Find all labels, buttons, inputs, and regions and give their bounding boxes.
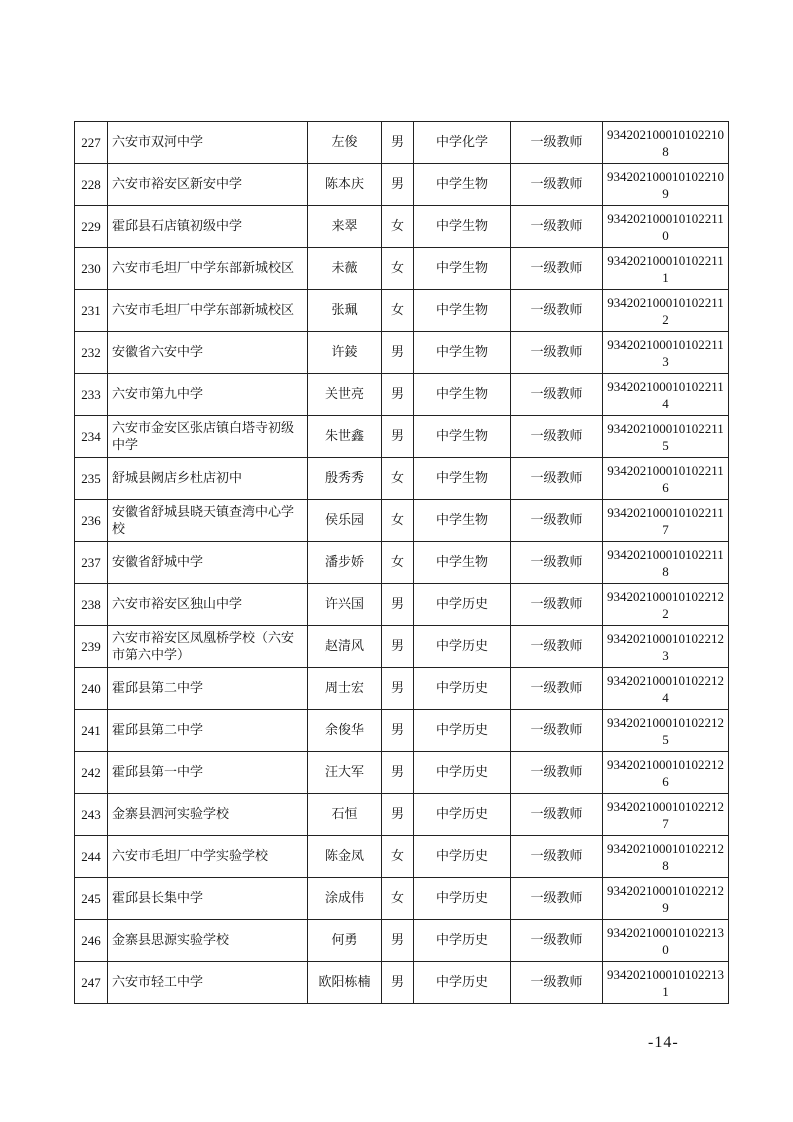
teacher-name-cell: 石恒 bbox=[308, 794, 382, 836]
subject-cell: 中学历史 bbox=[414, 710, 511, 752]
subject-cell: 中学生物 bbox=[414, 458, 511, 500]
school-name-cell: 六安市轻工中学 bbox=[108, 962, 308, 1004]
row-number-cell: 227 bbox=[75, 122, 108, 164]
table-row bbox=[75, 206, 729, 248]
professional-title-cell: 一级教师 bbox=[511, 122, 603, 164]
teacher-name-cell: 关世亮 bbox=[308, 374, 382, 416]
row-number-cell: 232 bbox=[75, 332, 108, 374]
school-name-cell: 六安市金安区张店镇白塔寺初级中学 bbox=[108, 416, 308, 458]
table-row bbox=[75, 878, 729, 920]
table-row bbox=[75, 416, 729, 458]
school-name-cell: 六安市双河中学 bbox=[108, 122, 308, 164]
subject-cell: 中学生物 bbox=[414, 332, 511, 374]
professional-title-cell: 一级教师 bbox=[511, 794, 603, 836]
table-row bbox=[75, 920, 729, 962]
row-number-cell: 233 bbox=[75, 374, 108, 416]
teacher-name-cell: 张珮 bbox=[308, 290, 382, 332]
table-row bbox=[75, 122, 729, 164]
professional-title-cell: 一级教师 bbox=[511, 206, 603, 248]
certificate-number-cell: 9342021000101022125 bbox=[603, 710, 729, 752]
gender-cell: 女 bbox=[382, 500, 414, 542]
gender-cell: 男 bbox=[382, 626, 414, 668]
school-name-cell: 六安市毛坦厂中学东部新城校区 bbox=[108, 290, 308, 332]
subject-cell: 中学化学 bbox=[414, 122, 511, 164]
certificate-number-cell: 9342021000101022115 bbox=[603, 416, 729, 458]
teacher-name-cell: 涂成伟 bbox=[308, 878, 382, 920]
table-row bbox=[75, 668, 729, 710]
certificate-number-cell: 9342021000101022111 bbox=[603, 248, 729, 290]
professional-title-cell: 一级教师 bbox=[511, 164, 603, 206]
teacher-name-cell: 余俊华 bbox=[308, 710, 382, 752]
row-number-cell: 234 bbox=[75, 416, 108, 458]
table-row bbox=[75, 962, 729, 1004]
row-number-cell: 239 bbox=[75, 626, 108, 668]
teacher-name-cell: 未薇 bbox=[308, 248, 382, 290]
subject-cell: 中学生物 bbox=[414, 164, 511, 206]
school-name-cell: 六安市第九中学 bbox=[108, 374, 308, 416]
subject-cell: 中学生物 bbox=[414, 374, 511, 416]
teacher-name-cell: 陈金凤 bbox=[308, 836, 382, 878]
gender-cell: 男 bbox=[382, 794, 414, 836]
school-name-cell: 霍邱县石店镇初级中学 bbox=[108, 206, 308, 248]
row-number-cell: 235 bbox=[75, 458, 108, 500]
subject-cell: 中学生物 bbox=[414, 500, 511, 542]
school-name-cell: 安徽省舒城县晓天镇查湾中心学校 bbox=[108, 500, 308, 542]
page-number: -14- bbox=[648, 1034, 679, 1051]
certificate-number-cell: 9342021000101022116 bbox=[603, 458, 729, 500]
certificate-number-cell: 9342021000101022110 bbox=[603, 206, 729, 248]
teacher-name-cell: 汪大军 bbox=[308, 752, 382, 794]
professional-title-cell: 一级教师 bbox=[511, 878, 603, 920]
certificate-number-cell: 9342021000101022123 bbox=[603, 626, 729, 668]
row-number-cell: 242 bbox=[75, 752, 108, 794]
row-number-cell: 237 bbox=[75, 542, 108, 584]
teacher-name-cell: 朱世鑫 bbox=[308, 416, 382, 458]
row-number-cell: 238 bbox=[75, 584, 108, 626]
certificate-number-cell: 9342021000101022114 bbox=[603, 374, 729, 416]
row-number-cell: 247 bbox=[75, 962, 108, 1004]
school-name-cell: 六安市裕安区新安中学 bbox=[108, 164, 308, 206]
professional-title-cell: 一级教师 bbox=[511, 836, 603, 878]
subject-cell: 中学生物 bbox=[414, 416, 511, 458]
teacher-name-cell: 侯乐园 bbox=[308, 500, 382, 542]
gender-cell: 男 bbox=[382, 752, 414, 794]
table-row bbox=[75, 752, 729, 794]
school-name-cell: 金寨县思源实验学校 bbox=[108, 920, 308, 962]
professional-title-cell: 一级教师 bbox=[511, 290, 603, 332]
table-row bbox=[75, 626, 729, 668]
gender-cell: 女 bbox=[382, 248, 414, 290]
certificate-number-cell: 9342021000101022113 bbox=[603, 332, 729, 374]
professional-title-cell: 一级教师 bbox=[511, 626, 603, 668]
professional-title-cell: 一级教师 bbox=[511, 332, 603, 374]
gender-cell: 男 bbox=[382, 122, 414, 164]
teacher-name-cell: 许錂 bbox=[308, 332, 382, 374]
subject-cell: 中学生物 bbox=[414, 542, 511, 584]
gender-cell: 男 bbox=[382, 920, 414, 962]
roster-body bbox=[75, 122, 729, 1004]
table-row bbox=[75, 164, 729, 206]
gender-cell: 男 bbox=[382, 374, 414, 416]
teacher-name-cell: 潘步娇 bbox=[308, 542, 382, 584]
certificate-number-cell: 9342021000101022108 bbox=[603, 122, 729, 164]
gender-cell: 男 bbox=[382, 668, 414, 710]
gender-cell: 男 bbox=[382, 164, 414, 206]
certificate-number-cell: 9342021000101022130 bbox=[603, 920, 729, 962]
school-name-cell: 安徽省舒城中学 bbox=[108, 542, 308, 584]
school-name-cell: 霍邱县第二中学 bbox=[108, 668, 308, 710]
table-row bbox=[75, 332, 729, 374]
teacher-name-cell: 欧阳栋楠 bbox=[308, 962, 382, 1004]
teacher-name-cell: 周士宏 bbox=[308, 668, 382, 710]
subject-cell: 中学历史 bbox=[414, 962, 511, 1004]
gender-cell: 男 bbox=[382, 584, 414, 626]
school-name-cell: 安徽省六安中学 bbox=[108, 332, 308, 374]
teacher-name-cell: 殷秀秀 bbox=[308, 458, 382, 500]
professional-title-cell: 一级教师 bbox=[511, 374, 603, 416]
subject-cell: 中学历史 bbox=[414, 626, 511, 668]
school-name-cell: 霍邱县长集中学 bbox=[108, 878, 308, 920]
school-name-cell: 金寨县泗河实验学校 bbox=[108, 794, 308, 836]
certificate-number-cell: 9342021000101022124 bbox=[603, 668, 729, 710]
table-row bbox=[75, 542, 729, 584]
row-number-cell: 245 bbox=[75, 878, 108, 920]
gender-cell: 男 bbox=[382, 416, 414, 458]
professional-title-cell: 一级教师 bbox=[511, 710, 603, 752]
gender-cell: 女 bbox=[382, 206, 414, 248]
certificate-number-cell: 9342021000101022117 bbox=[603, 500, 729, 542]
certificate-number-cell: 9342021000101022127 bbox=[603, 794, 729, 836]
certificate-number-cell: 9342021000101022131 bbox=[603, 962, 729, 1004]
professional-title-cell: 一级教师 bbox=[511, 248, 603, 290]
row-number-cell: 241 bbox=[75, 710, 108, 752]
row-number-cell: 230 bbox=[75, 248, 108, 290]
teacher-name-cell: 来翠 bbox=[308, 206, 382, 248]
table-row bbox=[75, 248, 729, 290]
school-name-cell: 舒城县阙店乡杜店初中 bbox=[108, 458, 308, 500]
school-name-cell: 六安市裕安区凤凰桥学校（六安市第六中学） bbox=[108, 626, 308, 668]
professional-title-cell: 一级教师 bbox=[511, 920, 603, 962]
subject-cell: 中学历史 bbox=[414, 836, 511, 878]
subject-cell: 中学历史 bbox=[414, 878, 511, 920]
school-name-cell: 霍邱县第二中学 bbox=[108, 710, 308, 752]
teacher-name-cell: 赵清风 bbox=[308, 626, 382, 668]
professional-title-cell: 一级教师 bbox=[511, 668, 603, 710]
teacher-name-cell: 何勇 bbox=[308, 920, 382, 962]
teacher-name-cell: 许兴国 bbox=[308, 584, 382, 626]
professional-title-cell: 一级教师 bbox=[511, 500, 603, 542]
certificate-number-cell: 9342021000101022122 bbox=[603, 584, 729, 626]
professional-title-cell: 一级教师 bbox=[511, 542, 603, 584]
certificate-number-cell: 9342021000101022129 bbox=[603, 878, 729, 920]
row-number-cell: 229 bbox=[75, 206, 108, 248]
school-name-cell: 六安市毛坦厂中学实验学校 bbox=[108, 836, 308, 878]
subject-cell: 中学历史 bbox=[414, 584, 511, 626]
teacher-name-cell: 陈本庆 bbox=[308, 164, 382, 206]
row-number-cell: 243 bbox=[75, 794, 108, 836]
certificate-number-cell: 9342021000101022128 bbox=[603, 836, 729, 878]
gender-cell: 男 bbox=[382, 332, 414, 374]
school-name-cell: 六安市裕安区独山中学 bbox=[108, 584, 308, 626]
subject-cell: 中学历史 bbox=[414, 668, 511, 710]
row-number-cell: 231 bbox=[75, 290, 108, 332]
row-number-cell: 240 bbox=[75, 668, 108, 710]
table-row bbox=[75, 458, 729, 500]
certificate-number-cell: 9342021000101022118 bbox=[603, 542, 729, 584]
professional-title-cell: 一级教师 bbox=[511, 458, 603, 500]
table-row bbox=[75, 584, 729, 626]
row-number-cell: 228 bbox=[75, 164, 108, 206]
gender-cell: 女 bbox=[382, 290, 414, 332]
school-name-cell: 六安市毛坦厂中学东部新城校区 bbox=[108, 248, 308, 290]
gender-cell: 女 bbox=[382, 878, 414, 920]
certificate-number-cell: 9342021000101022109 bbox=[603, 164, 729, 206]
gender-cell: 男 bbox=[382, 710, 414, 752]
table-row bbox=[75, 794, 729, 836]
row-number-cell: 246 bbox=[75, 920, 108, 962]
gender-cell: 男 bbox=[382, 962, 414, 1004]
table-row bbox=[75, 710, 729, 752]
gender-cell: 女 bbox=[382, 458, 414, 500]
subject-cell: 中学生物 bbox=[414, 206, 511, 248]
gender-cell: 女 bbox=[382, 542, 414, 584]
certificate-number-cell: 9342021000101022112 bbox=[603, 290, 729, 332]
professional-title-cell: 一级教师 bbox=[511, 962, 603, 1004]
table-row bbox=[75, 374, 729, 416]
teacher-roster-table bbox=[74, 121, 729, 1004]
row-number-cell: 244 bbox=[75, 836, 108, 878]
professional-title-cell: 一级教师 bbox=[511, 752, 603, 794]
subject-cell: 中学历史 bbox=[414, 794, 511, 836]
subject-cell: 中学生物 bbox=[414, 248, 511, 290]
row-number-cell: 236 bbox=[75, 500, 108, 542]
subject-cell: 中学生物 bbox=[414, 290, 511, 332]
school-name-cell: 霍邱县第一中学 bbox=[108, 752, 308, 794]
subject-cell: 中学历史 bbox=[414, 920, 511, 962]
table-row bbox=[75, 290, 729, 332]
table-row bbox=[75, 500, 729, 542]
subject-cell: 中学历史 bbox=[414, 752, 511, 794]
teacher-name-cell: 左俊 bbox=[308, 122, 382, 164]
gender-cell: 女 bbox=[382, 836, 414, 878]
table-row bbox=[75, 836, 729, 878]
professional-title-cell: 一级教师 bbox=[511, 416, 603, 458]
professional-title-cell: 一级教师 bbox=[511, 584, 603, 626]
certificate-number-cell: 9342021000101022126 bbox=[603, 752, 729, 794]
